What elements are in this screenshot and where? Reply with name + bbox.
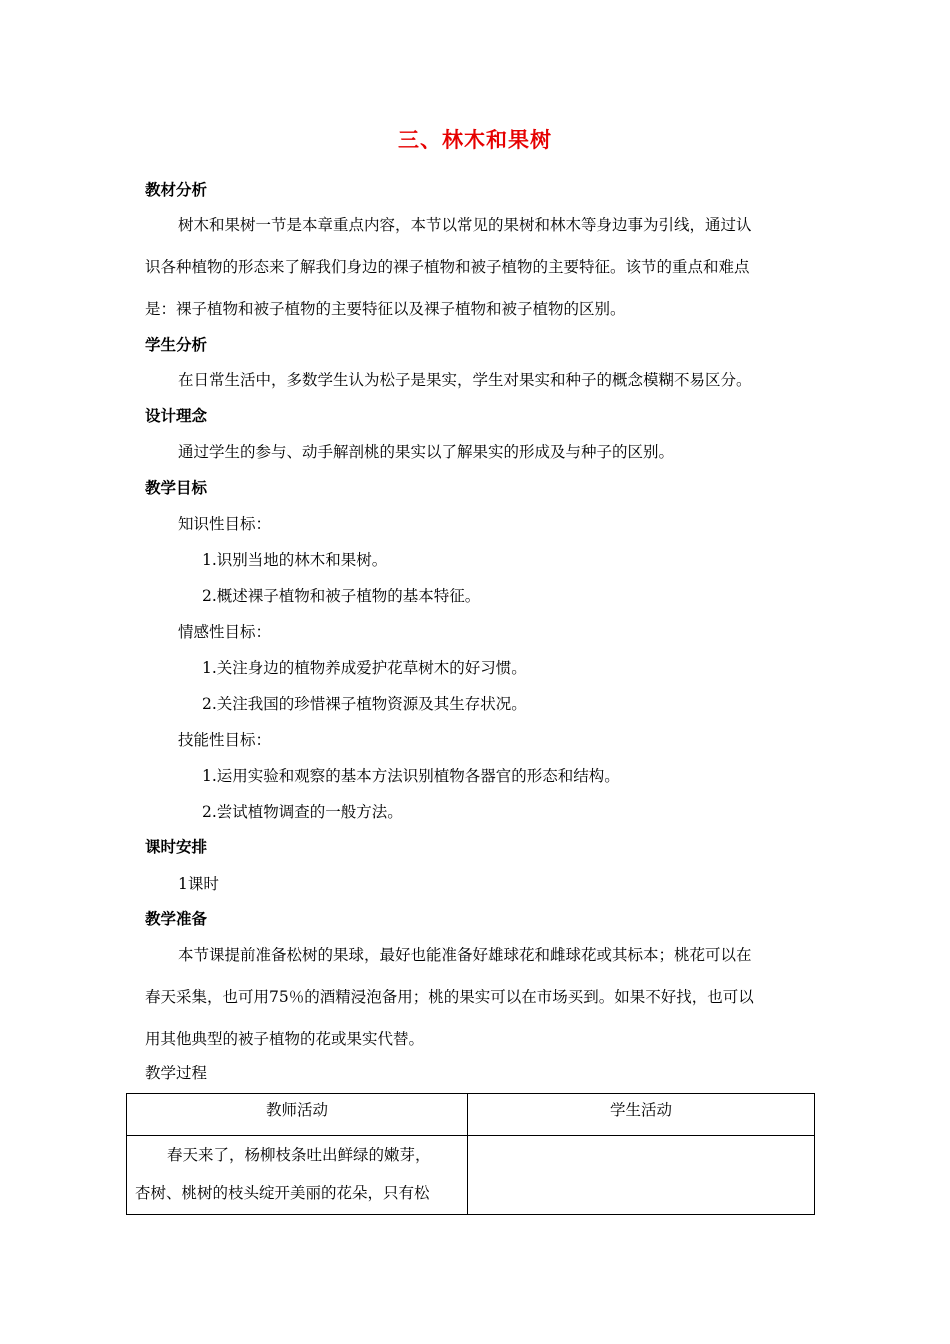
heading-material-analysis: 教材分析 bbox=[145, 181, 208, 199]
paragraph-line: 树木和果树一节是本章重点内容，本节以常见的果树和林木等身边事为引线，通过认 bbox=[178, 216, 752, 234]
heading-teaching-goals: 教学目标 bbox=[145, 479, 208, 497]
heading-teaching-process: 教学过程 bbox=[145, 1064, 208, 1082]
table-header-row bbox=[127, 1094, 815, 1136]
paragraph-line: 是：裸子植物和被子植物的主要特征以及裸子植物和被子植物的区别。 bbox=[145, 300, 626, 318]
paragraph-line: 通过学生的参与、动手解剖桃的果实以了解果实的形成及与种子的区别。 bbox=[178, 443, 675, 461]
goal-item: 2.关注我国的珍惜裸子植物资源及其生存状况。 bbox=[202, 695, 527, 713]
heading-student-analysis: 学生分析 bbox=[145, 336, 208, 354]
goal-category-label: 技能性目标： bbox=[178, 731, 272, 749]
goal-item: 1.关注身边的植物养成爱护花草树木的好习惯。 bbox=[202, 659, 527, 677]
column-header-teacher: 教师活动 bbox=[127, 1094, 468, 1136]
cell-text-line: 杏树、桃树的枝头绽开美丽的花朵，只有松 bbox=[135, 1184, 430, 1202]
goal-item: 2.尝试植物调查的一般方法。 bbox=[202, 803, 403, 821]
goal-category-label: 知识性目标： bbox=[178, 515, 272, 533]
paragraph-line: 春天采集，也可用75％的酒精浸泡备用；桃的果实可以在市场买到。如果不好找，也可以 bbox=[145, 988, 754, 1006]
heading-schedule: 课时安排 bbox=[145, 838, 208, 856]
student-activity-cell bbox=[468, 1136, 815, 1215]
teacher-activity-cell bbox=[127, 1136, 468, 1215]
column-header-student: 学生活动 bbox=[468, 1094, 815, 1136]
paragraph-line: 1课时 bbox=[178, 875, 219, 893]
cell-text-line: 春天来了，杨柳枝条吐出鲜绿的嫩芽， bbox=[167, 1146, 431, 1164]
process-table bbox=[126, 1093, 815, 1215]
goal-item: 2.概述裸子植物和被子植物的基本特征。 bbox=[202, 587, 481, 605]
paragraph-line: 本节课提前准备松树的果球，最好也能准备好雄球花和雌球花或其标本；桃花可以在 bbox=[178, 946, 752, 964]
goal-category-label: 情感性目标： bbox=[178, 623, 272, 641]
page-title: 三、林木和果树 bbox=[398, 128, 552, 152]
paragraph-line: 识各种植物的形态来了解我们身边的裸子植物和被子植物的主要特征。该节的重点和难点 bbox=[145, 258, 750, 276]
goal-item: 1.识别当地的林木和果树。 bbox=[202, 551, 388, 569]
paragraph-line: 在日常生活中，多数学生认为松子是果实，学生对果实和种子的概念模糊不易区分。 bbox=[178, 371, 752, 389]
paragraph-line: 用其他典型的被子植物的花或果实代替。 bbox=[145, 1030, 425, 1048]
heading-teaching-prep: 教学准备 bbox=[145, 910, 208, 928]
heading-design-concept: 设计理念 bbox=[145, 407, 208, 425]
goal-item: 1.运用实验和观察的基本方法识别植物各器官的形态和结构。 bbox=[202, 767, 620, 785]
table-row bbox=[127, 1136, 815, 1215]
